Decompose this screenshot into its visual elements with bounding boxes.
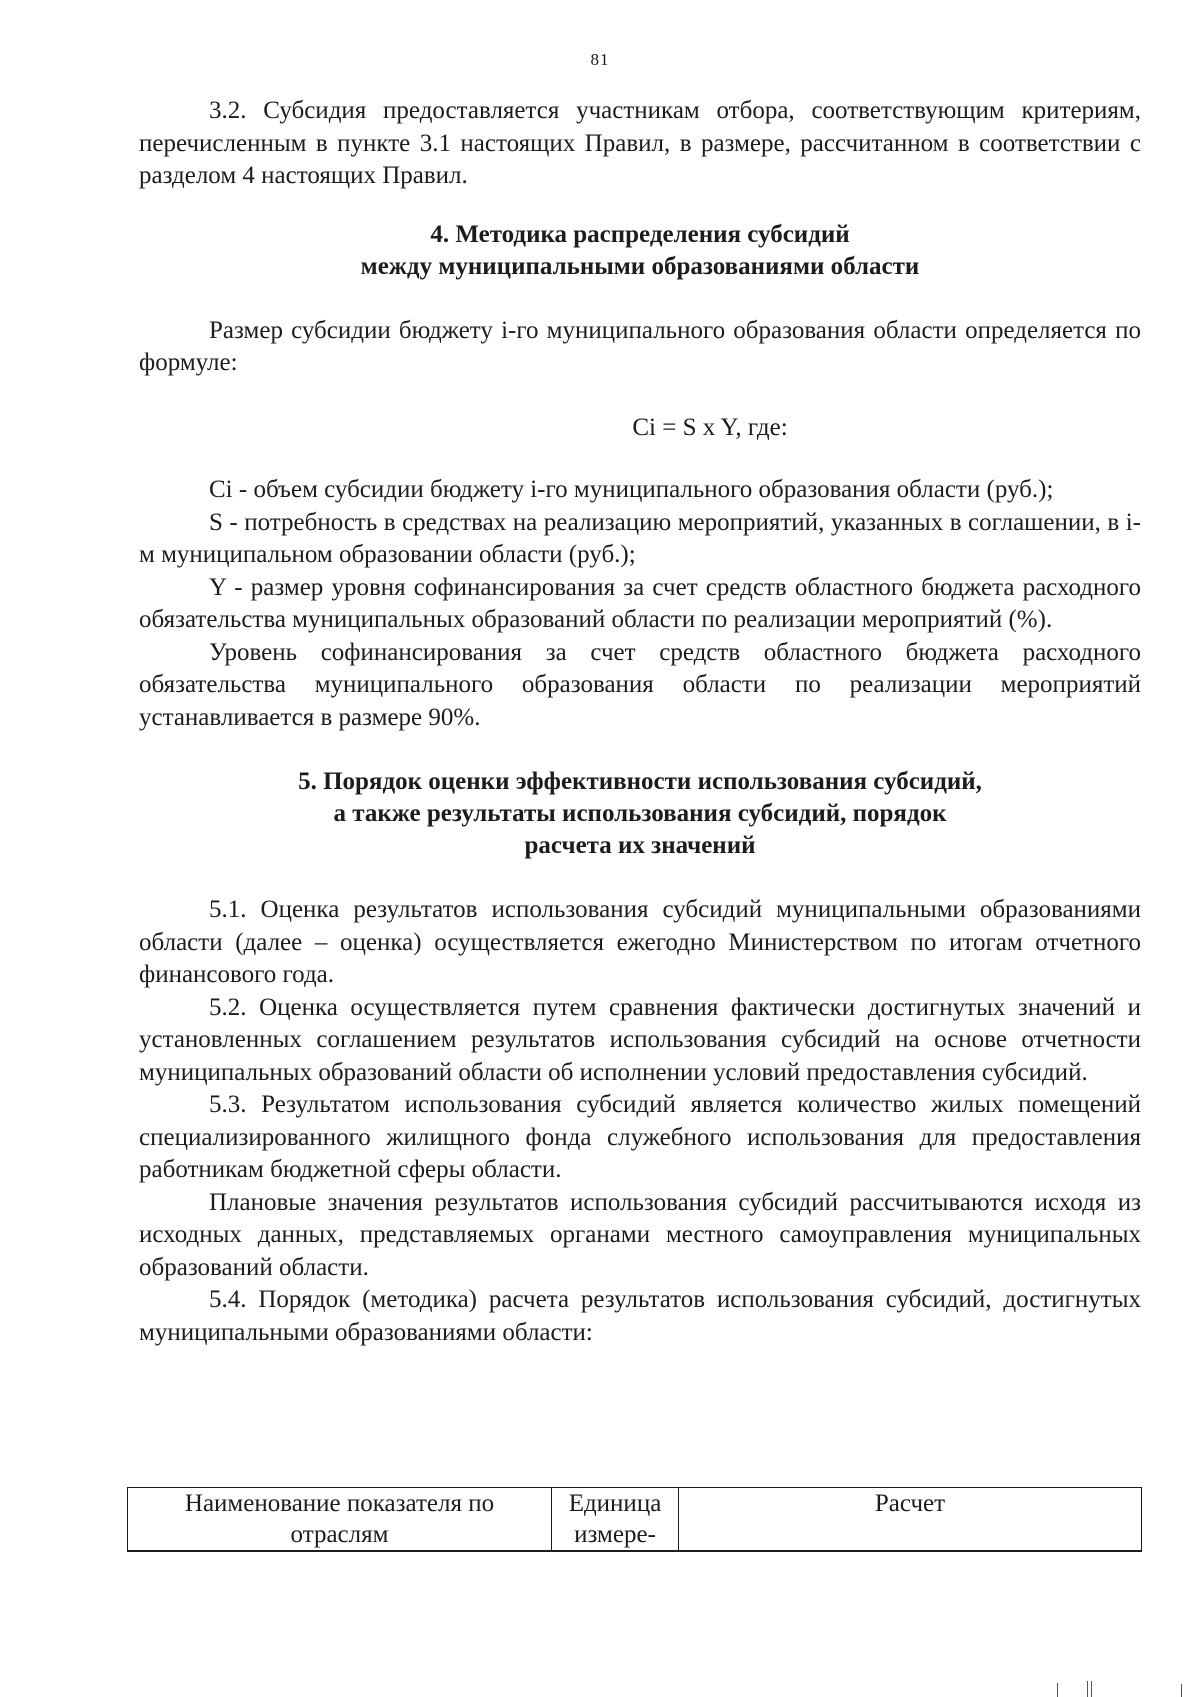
header-indicator-line-1: Наименование показателя по: [184, 1490, 495, 1517]
definition-y: Y - размер уровня софинансирования за счет средств областного бюджета расходного обязательства муниципальных образований области по реализации мероприятий (%).: [139, 573, 1141, 633]
cofinancing-level: Уровень софинансирования за счет средств областного бюджета расходного обязательства муниципального образования области по реализации мероприятий устанавливается в размере 90%.: [139, 638, 1141, 731]
section-4-heading: [139, 219, 1141, 283]
section-4-title-line-2: между муниципальными образованиями области: [360, 252, 920, 280]
scan-mark: [1091, 1681, 1092, 1697]
scan-mark: [1057, 1683, 1058, 1697]
scan-mark: [1181, 1684, 1182, 1697]
section-5-title-line-2: а также результаты использования субсидий, порядок: [333, 800, 947, 827]
section-4-title-line-1: 4. Методика распределения субсидий: [430, 220, 850, 248]
header-indicator-name: [128, 1488, 552, 1552]
paragraph-5-1: 5.1. Оценка результатов использования субсидий муниципальными образованиями области (далее – оценка) осуществляется ежегодно Министерством по итогам отчетного финансового года.: [139, 896, 1141, 988]
results-table: [127, 1487, 1142, 1552]
page-number: 81: [590, 50, 610, 69]
paragraph-5-2: 5.2. Оценка осуществляется путем сравнения фактически достигнутых значений и установленных соглашением результатов использования субсидий на основе отчетности муниципальных образований области об исполнении условий предоставления субсидий.: [139, 993, 1141, 1086]
section-4-intro: Размер субсидии бюджету i-го муниципального образования области определяется по формуле:: [139, 316, 1141, 376]
section-5-body: [139, 894, 1141, 1349]
formula: Ci = S x Y, где:: [632, 413, 788, 441]
paragraph-planned-values: Плановые значения результатов использования субсидий рассчитываются исходя из исходных данных, представляемых органами местного самоуправления муниципальных образований области.: [139, 1188, 1141, 1281]
header-calculation: Расчет: [679, 1488, 1142, 1552]
section-5-title-line-1: 5. Порядок оценки эффективности использования субсидий,: [298, 768, 982, 795]
section-5-heading: [139, 766, 1141, 862]
scan-mark: [1087, 1681, 1088, 1697]
page-body: [139, 95, 1141, 1349]
header-unit: [552, 1488, 679, 1552]
paragraph-3-2: 3.2. Субсидия предоставляется участникам отбора, соответствующим критериям, перечисленным в пункте 3.1 настоящих Правил, в размере, рассчитанном в соответствии с разделом 4 настоящих Правил.: [139, 97, 1141, 189]
formula-definitions: [139, 474, 1141, 734]
header-unit-line-2: измере-: [574, 1521, 656, 1548]
header-indicator-line-2: отраслям: [290, 1521, 389, 1548]
section-5-title-line-3: расчета их значений: [524, 832, 756, 859]
table-header-row: [128, 1488, 1142, 1552]
definition-s: S - потребность в средствах на реализацию мероприятий, указанных в соглашении, в i-м муниципальном образовании области (руб.);: [139, 508, 1141, 568]
paragraph-5-3: 5.3. Результатом использования субсидий является количество жилых помещений специализированного жилищного фонда служебного использования для предоставления работникам бюджетной сферы области.: [139, 1091, 1141, 1183]
definition-ci: Ci - объем субсидии бюджету i-го муниципального образования области (руб.);: [209, 476, 1054, 503]
paragraph-5-4: 5.4. Порядок (методика) расчета результатов использования субсидий, достигнутых муниципальными образованиями области:: [139, 1286, 1141, 1346]
header-unit-line-1: Единица: [568, 1490, 662, 1517]
